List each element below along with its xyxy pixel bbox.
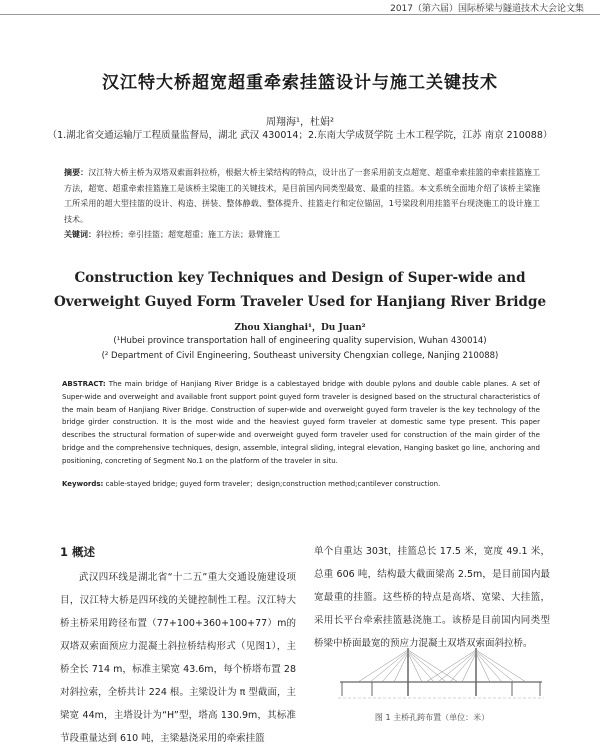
english-authors: Zhou Xianghai¹，Du Juan²	[234, 323, 366, 333]
bridge-piers	[342, 682, 540, 696]
page-header	[0, 0, 600, 15]
english-title: Construction key Techniques and Design of Super-wide and Overweight Guyed Form Traveler Used for Hanjiang River Bridge	[53, 270, 547, 310]
english-affiliation-1: (¹Hubei province transportation hall of engineering quality supervision, Wuhan 430014)	[113, 336, 487, 346]
english-keywords	[62, 478, 540, 491]
chinese-keywords-text: 斜拉桥；牵引挂篮；超宽超重；施工方法；悬臂施工	[96, 230, 280, 239]
chinese-abstract-label: 摘要：	[64, 168, 89, 177]
chinese-authors: 周翔海¹，杜娟²	[265, 117, 335, 128]
english-keywords-text: cable-stayed bridge; guyed form traveler；design;construction method;cantilever construction.	[103, 480, 441, 488]
section-heading: 1 概述	[60, 545, 96, 559]
chinese-abstract-text: 汉江特大桥主桥为双塔双索面斜拉桥，根据大桥主梁结构的特点，设计出了一套采用前支点超宽、超重牵索挂篮的牵索挂篮施工方法，超宽、超重牵索挂篮施工是该桥主梁施工的关键技术，是目前国内同类型最宽、最重的挂篮。本文系统全面地介绍了该桥主梁施工所采用的超大型挂篮的设计、构造、拼装、整体静载、整体提升、挂篮走行和定位锚固，1号梁段利用挂篮平台现浇施工的设计施工技术。	[64, 168, 541, 224]
english-affiliation-2: (² Department of Civil Engineering, Southeast university Chengxian college, Nanjing 210088)	[101, 351, 499, 361]
english-abstract	[62, 378, 540, 468]
english-abstract-label: ABSTRACT:	[62, 380, 106, 388]
body-text-left-column: 武汉四环线是湖北省“十二五”重大交通设施建设项目，汉江特大桥是四环线的关键控制性工程。汉江特大桥主桥采用跨径布置（77+100+360+100+77）m的双塔双索面预应力混凝土斜拉桥结构形式（见图1），主桥全长 714 m，标准主梁宽 43.6m，每个桥塔布置 28 对斜拉索，全桥共计 224 根。主梁设计为 π 型截面，主梁宽 44m，主塔设计为“H”型，塔高 130.9m，其标准节段重量达到 610 吨，主梁悬浇采用的牵索挂篮	[60, 572, 296, 744]
chinese-affiliation: （1.湖北省交通运输厅工程质量监督局，湖北 武汉 430014；2.东南大学成贤学院 土木工程学院，江苏 南京 210088）	[47, 130, 553, 141]
figure-caption: 图 1 主桥孔跨布置（单位：米）	[374, 713, 490, 722]
body-text-right-column: 单个自重达 303t，挂篮总长 17.5 米，宽度 49.1 米，总重 606 吨，结构最大截面梁高 2.5m，是目前国内最宽最重的挂篮。这些桥的特点是高塔、宽梁、大挂篮，采用长平台牵索挂篮悬浇施工。该桥是目前国内同类型桥梁中桥面最宽的预应力混凝土双塔双索面斜拉桥。	[314, 546, 550, 649]
running-title: 2017（第六届）国际桥梁与隧道技术大会论文集	[390, 4, 584, 14]
chinese-keywords	[64, 227, 540, 243]
english-keywords-label: Keywords:	[62, 480, 104, 488]
english-abstract-text: The main bridge of Hanjiang River Bridge is a cablestayed bridge with double pylons and double cable planes. A set of Super-wide and overweight and available front support point guyed form traveler is designed based on the structural characteristics of the main beam of Hanjiang River Bridge. Construction of super-wide and overweight guyed form traveler is the key technology of the bridge girder construction. It is the most wide and the heaviest guyed form traveler at domestic same type present. This paper describes the structural formation of super-wide and overweight guyed form traveler used for construction of the main girder of the bridge and the comprehensive techniques, design, assemble, integral sliding, integral elevation, Hanging basket go line, anchoring and positioning, concreting of Segment No.1 on the platform of the traveler in situ.	[62, 380, 540, 465]
bridge-elevation-figure	[338, 642, 544, 702]
chinese-title: 汉江特大桥超宽超重牵索挂篮设计与施工关键技术	[102, 73, 498, 93]
chinese-abstract	[64, 165, 540, 227]
chinese-keywords-label: 关键词：	[64, 230, 96, 239]
